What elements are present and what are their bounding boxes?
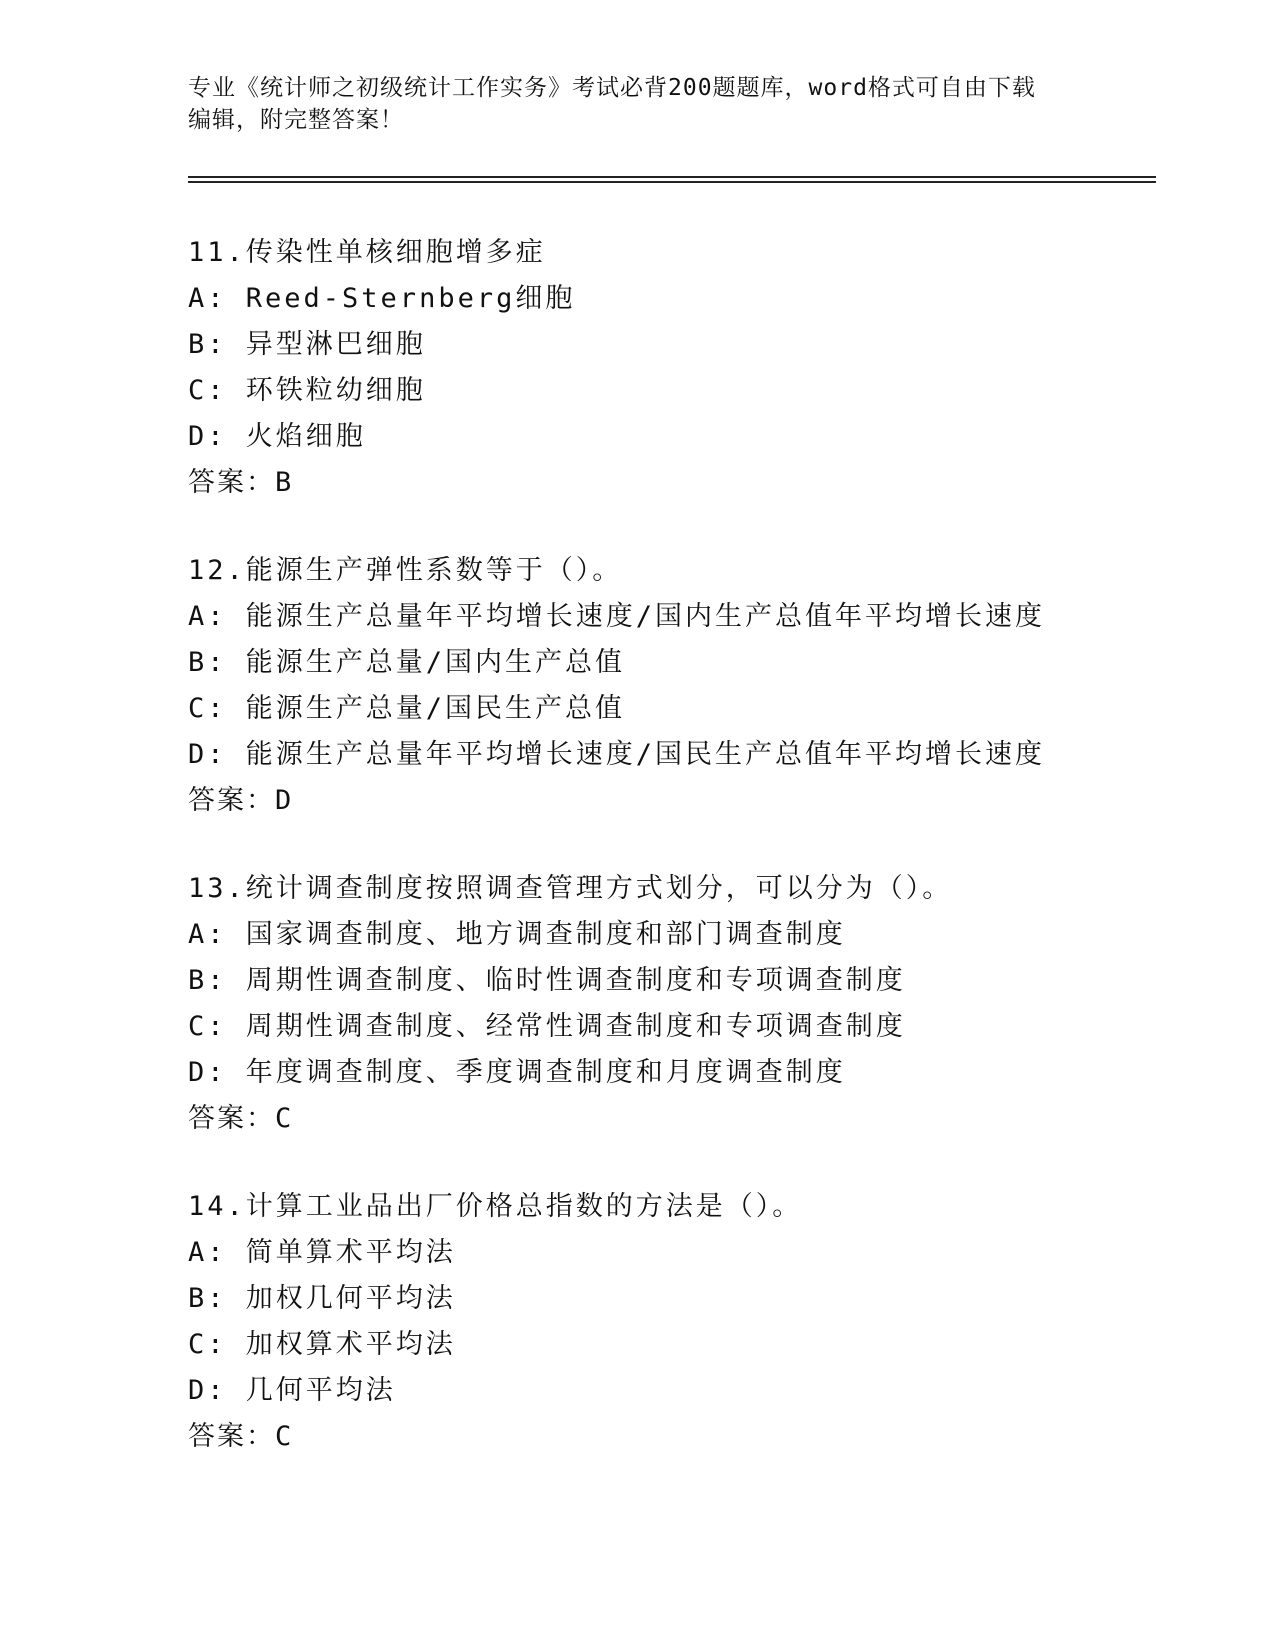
option-c: C: 加权算术平均法 xyxy=(188,1329,456,1360)
option-d: D: 火焰细胞 xyxy=(188,421,366,452)
option-c: C: 周期性调查制度、经常性调查制度和专项调查制度 xyxy=(188,1011,906,1042)
option-d: D: 年度调查制度、季度调查制度和月度调查制度 xyxy=(188,1057,846,1088)
question-block-11 xyxy=(188,230,1088,506)
option-b: B: 周期性调查制度、临时性调查制度和专项调查制度 xyxy=(188,965,906,996)
option-d: D: 能源生产总量年平均增长速度/国民生产总值年平均增长速度 xyxy=(188,739,1046,770)
question-block-13 xyxy=(188,866,1088,1142)
header-title-line-2: 编辑，附完整答案！ xyxy=(188,107,404,133)
answer-line xyxy=(188,778,1088,824)
question-stem: 13.统计调查制度按照调查管理方式划分，可以分为（）。 xyxy=(188,873,953,904)
answer-label: 答案： xyxy=(188,1103,275,1134)
answer-line xyxy=(188,460,1088,506)
option-b: B: 能源生产总量/国内生产总值 xyxy=(188,647,626,678)
option-c: C: 能源生产总量/国民生产总值 xyxy=(188,693,626,724)
option-a: A: 能源生产总量年平均增长速度/国内生产总值年平均增长速度 xyxy=(188,601,1046,632)
answer-value: D xyxy=(275,785,294,816)
option-b: B: 异型淋巴细胞 xyxy=(188,329,426,360)
option-b: B: 加权几何平均法 xyxy=(188,1283,456,1314)
option-c: C: 环铁粒幼细胞 xyxy=(188,375,426,406)
header-divider-top xyxy=(188,176,1156,178)
answer-line xyxy=(188,1096,1088,1142)
answer-value: B xyxy=(275,467,294,498)
answer-label: 答案： xyxy=(188,785,275,816)
answer-line xyxy=(188,1414,1088,1460)
option-a: A: 国家调查制度、地方调查制度和部门调查制度 xyxy=(188,919,846,950)
header-title-line-1: 专业《统计师之初级统计工作实务》考试必背200题题库，word格式可自由下载 xyxy=(188,75,1036,101)
question-block-12 xyxy=(188,548,1088,824)
question-stem: 14.计算工业品出厂价格总指数的方法是（）。 xyxy=(188,1191,803,1222)
answer-value: C xyxy=(275,1421,294,1452)
answer-value: C xyxy=(275,1103,294,1134)
header-divider-bottom xyxy=(188,181,1156,183)
option-a: A: 简单算术平均法 xyxy=(188,1237,456,1268)
document-header xyxy=(188,72,1088,136)
question-stem: 12.能源生产弹性系数等于（）。 xyxy=(188,555,623,586)
question-block-14 xyxy=(188,1184,1088,1460)
answer-label: 答案： xyxy=(188,1421,275,1452)
answer-label: 答案： xyxy=(188,467,275,498)
option-d: D: 几何平均法 xyxy=(188,1375,396,1406)
option-a: A: Reed-Sternberg细胞 xyxy=(188,283,576,314)
question-stem: 11.传染性单核细胞增多症 xyxy=(188,237,546,268)
